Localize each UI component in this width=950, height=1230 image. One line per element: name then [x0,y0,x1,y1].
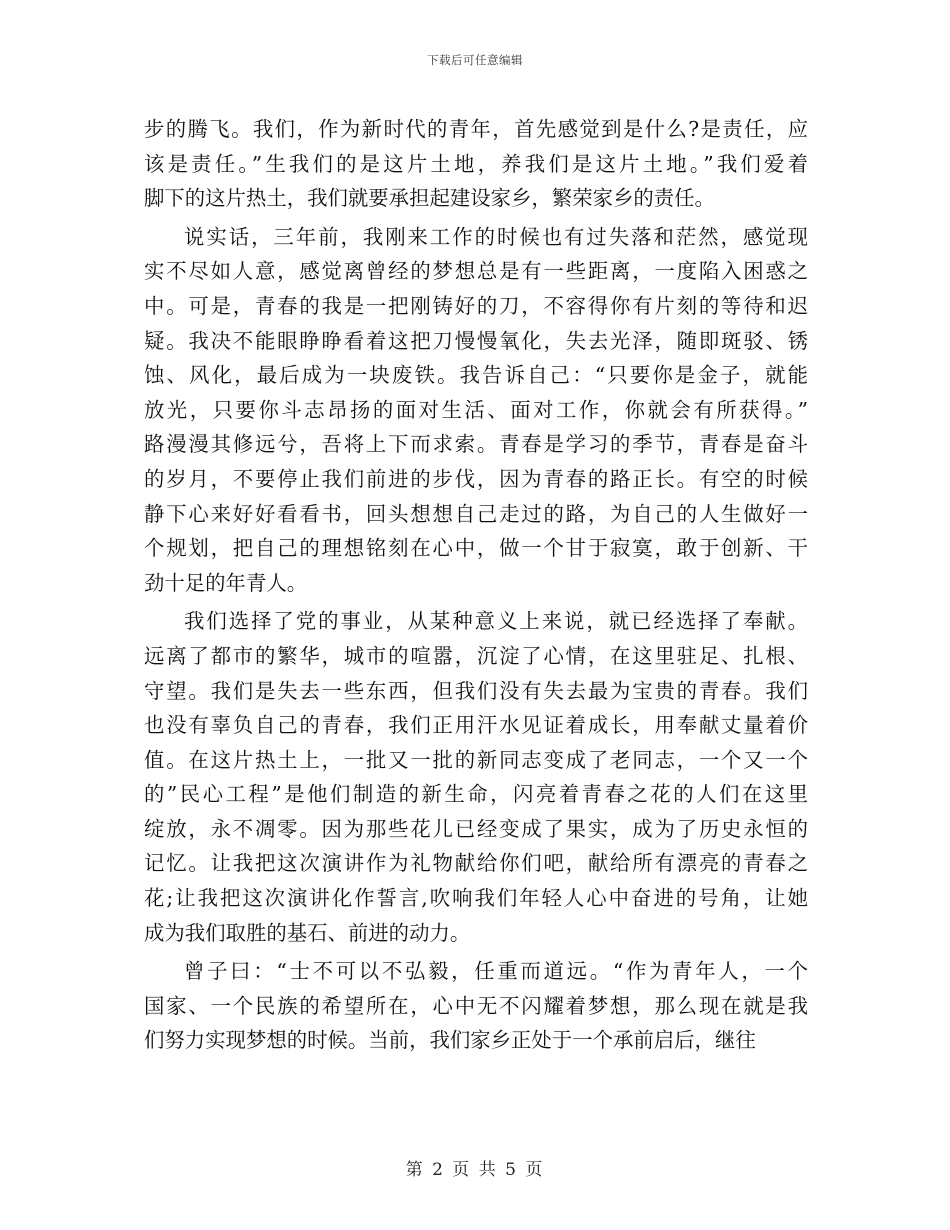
text-line: 我们选择了党的事业，从某种意义上来说，就已经选择了奉献。 [184,609,808,634]
text-line: 们努力实现梦想的时候。当前，我们家乡正处于一个承前启后，继往 [144,1028,756,1053]
text-line: 实不尽如人意，感觉离曾经的梦想总是有一些距离，一度陷入困惑之 [144,259,808,284]
text-line: 远离了都市的繁华，城市的喧嚣，沉淀了心情，在这里驻足、扎根、 [144,643,808,668]
text-line: 步的腾飞。我们，作为新时代的青年，首先感觉到是什么?是责任，应 [144,117,808,141]
paragraph [144,112,808,216]
text-line: 该是责任。”生我们的是这片土地，养我们是这片土地。”我们爱着 [144,151,808,176]
text-line: 也没有辜负自己的青春，我们正用汗水见证着成长，用奉献丈量着价 [144,713,808,738]
text-line: 的岁月，不要停止我们前进的步伐，因为青春的路正长。有空的时候 [144,466,808,491]
text-line: 劲十足的年青人。 [144,570,308,595]
text-line: 值。在这片热土上，一批又一批的新同志变成了老同志，一个又一个 [144,747,808,772]
page-header: 下载后可任意编辑 [427,53,523,67]
text-line: 脚下的这片热土，我们就要承担起建设家乡，繁荣家乡的责任。 [144,186,715,211]
paragraph [144,220,808,601]
text-line: 静下心来好好看看书，回头想想自己走过的路，为自己的人生做好一 [144,501,808,526]
text-line: 曾子曰：“士不可以不弘毅，任重而道远。“作为青年人，一个 [184,959,808,984]
text-line: 疑。我决不能眼睁睁看着这把刀慢慢氧化，失去光泽，随即斑驳、锈 [144,328,808,353]
text-line: 路漫漫其修远兮，吾将上下而求索。青春是学习的季节，青春是奋斗 [144,432,808,457]
document-body [144,112,808,1062]
text-line: 说实话，三年前，我刚来工作的时候也有过失落和茫然，感觉现 [184,224,808,249]
text-line: 绽放，永不凋零。因为那些花儿已经变成了果实，成为了历史永恒的 [144,816,808,841]
paragraph [144,604,808,950]
text-line: 记忆。让我把这次演讲作为礼物献给你们吧，献给所有漂亮的青春之 [144,851,808,876]
text-line: 成为我们取胜的基石、前进的动力。 [144,920,471,945]
text-line: 放光，只要你斗志昂扬的面对生活、面对工作，你就会有所获得。” [144,397,808,422]
page-number-footer: 第 2 页 共 5 页 [405,1160,545,1180]
text-line: 的”民心工程”是他们制造的新生命，闪亮着青春之花的人们在这里 [144,782,808,807]
text-line: 国家、一个民族的希望所在，心中无不闪耀着梦想，那么现在就是我 [144,993,808,1018]
paragraph [144,954,808,1058]
text-line: 花;让我把这次演讲化作誓言,吹响我们年轻人心中奋进的号角，让她 [144,886,808,911]
text-line: 蚀、风化，最后成为一块废铁。我告诉自己：“只要你是金子，就能 [144,363,808,388]
text-line: 个规划，把自己的理想铭刻在心中，做一个甘于寂寞，敢于创新、干 [144,536,808,561]
text-line: 中。可是，青春的我是一把刚铸好的刀，不容得你有片刻的等待和迟 [144,293,808,318]
text-line: 守望。我们是失去一些东西，但我们没有失去最为宝贵的青春。我们 [144,678,808,703]
